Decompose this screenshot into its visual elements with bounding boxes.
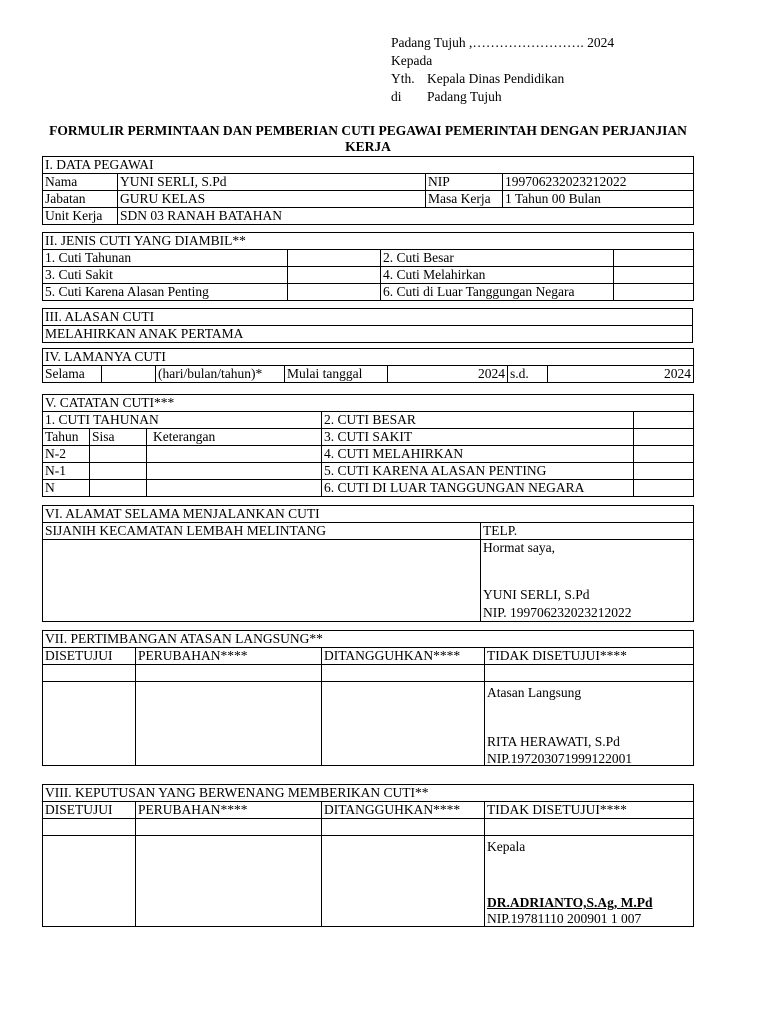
col-tidak-disetujui: TIDAK DISETUJUI**** bbox=[485, 802, 694, 819]
cuti-option: 2. Cuti Besar bbox=[381, 250, 614, 267]
col-keterangan: Keterangan bbox=[147, 429, 322, 446]
col-perubahan: PERUBAHAN**** bbox=[136, 648, 322, 665]
nip-label: NIP bbox=[426, 174, 503, 191]
cuti-option: 5. Cuti Karena Alasan Penting bbox=[43, 284, 288, 301]
alamat-value: SIJANIH KECAMATAN LEMBAH MELINTANG bbox=[43, 523, 481, 540]
section-pertimbangan-atasan bbox=[42, 630, 694, 766]
keterangan-field[interactable] bbox=[147, 463, 322, 480]
decision-field[interactable] bbox=[43, 665, 136, 682]
tahun-row: N-1 bbox=[43, 463, 90, 480]
duration-unit: (hari/bulan/tahun)* bbox=[156, 366, 285, 383]
cuti-option: 1. Cuti Tahunan bbox=[43, 250, 288, 267]
sisa-field[interactable] bbox=[90, 463, 147, 480]
unit-kerja-value: SDN 03 RANAH BATAHAN bbox=[118, 208, 694, 225]
catatan-item: 2. CUTI BESAR bbox=[322, 412, 634, 429]
alamat-extra-field[interactable] bbox=[43, 540, 481, 622]
cuti-checkbox[interactable] bbox=[288, 284, 381, 301]
signer-role: Kepala bbox=[487, 839, 526, 854]
alasan-value: MELAHIRKAN ANAK PERTAMA bbox=[43, 326, 693, 343]
unit-kerja-label: Unit Kerja bbox=[43, 208, 118, 225]
keterangan-field[interactable] bbox=[147, 446, 322, 463]
end-date-field[interactable]: 2024 bbox=[548, 366, 694, 383]
section-catatan-cuti bbox=[42, 394, 694, 497]
cuti-option: 4. Cuti Melahirkan bbox=[381, 267, 614, 284]
kepada-label: Kepada bbox=[391, 53, 433, 68]
cuti-option: 3. Cuti Sakit bbox=[43, 267, 288, 284]
col-tidak-disetujui: TIDAK DISETUJUI**** bbox=[485, 648, 694, 665]
location-line: di Padang Tujuh bbox=[391, 89, 502, 104]
section-alasan-cuti bbox=[42, 308, 693, 343]
note-field[interactable] bbox=[136, 836, 322, 927]
decision-field[interactable] bbox=[43, 819, 136, 836]
tahun-row: N-2 bbox=[43, 446, 90, 463]
note-field[interactable] bbox=[43, 682, 136, 766]
section-heading: V. CATATAN CUTI*** bbox=[43, 395, 694, 412]
start-date-field[interactable]: 2024 bbox=[388, 366, 508, 383]
cuti-checkbox[interactable] bbox=[614, 267, 694, 284]
cuti-checkbox[interactable] bbox=[288, 267, 381, 284]
signer-name: DR.ADRIANTO,S.Ag, M.Pd bbox=[487, 895, 653, 910]
cuti-tahunan-heading: 1. CUTI TAHUNAN bbox=[43, 412, 322, 429]
telp-label: TELP. bbox=[481, 523, 694, 540]
signer-name: YUNI SERLI, S.Pd bbox=[483, 587, 590, 602]
section-heading: VI. ALAMAT SELAMA MENJALANKAN CUTI bbox=[43, 506, 694, 523]
addressee-line: Yth. Kepala Dinas Pendidikan bbox=[391, 71, 565, 86]
cuti-checkbox[interactable] bbox=[288, 250, 381, 267]
catatan-field[interactable] bbox=[634, 463, 694, 480]
section-heading: VII. PERTIMBANGAN ATASAN LANGSUNG** bbox=[43, 631, 694, 648]
decision-field[interactable] bbox=[136, 819, 322, 836]
nip-value: 199706232023212022 bbox=[503, 174, 694, 191]
signature-block bbox=[485, 836, 694, 927]
cuti-checkbox[interactable] bbox=[614, 250, 694, 267]
form-title: FORMULIR PERMINTAAN DAN PEMBERIAN CUTI PEGAWAI PEMERINTAH DENGAN PERJANJIAN KERJA bbox=[49, 123, 687, 154]
decision-field[interactable] bbox=[485, 819, 694, 836]
col-disetujui: DISETUJUI bbox=[43, 648, 136, 665]
decision-field[interactable] bbox=[322, 665, 485, 682]
col-disetujui: DISETUJUI bbox=[43, 802, 136, 819]
masa-kerja-label: Masa Kerja bbox=[426, 191, 503, 208]
section-heading: IV. LAMANYA CUTI bbox=[43, 349, 694, 366]
mulai-label: Mulai tanggal bbox=[285, 366, 388, 383]
cuti-checkbox[interactable] bbox=[614, 284, 694, 301]
decision-field[interactable] bbox=[322, 819, 485, 836]
note-field[interactable] bbox=[136, 682, 322, 766]
catatan-item: 4. CUTI MELAHIRKAN bbox=[322, 446, 634, 463]
hormat-saya: Hormat saya, bbox=[483, 540, 555, 555]
jabatan-label: Jabatan bbox=[43, 191, 118, 208]
note-field[interactable] bbox=[43, 836, 136, 927]
catatan-field[interactable] bbox=[634, 446, 694, 463]
section-heading: VIII. KEPUTUSAN YANG BERWENANG MEMBERIKAN CUTI** bbox=[43, 785, 694, 802]
signature-block bbox=[485, 682, 694, 766]
note-field[interactable] bbox=[322, 836, 485, 927]
section-jenis-cuti bbox=[42, 232, 694, 301]
catatan-field[interactable] bbox=[634, 412, 694, 429]
decision-field[interactable] bbox=[136, 665, 322, 682]
col-tahun: Tahun bbox=[43, 429, 90, 446]
signature-block bbox=[481, 540, 694, 622]
sisa-field[interactable] bbox=[90, 446, 147, 463]
section-lamanya-cuti bbox=[42, 348, 694, 383]
decision-field[interactable] bbox=[485, 665, 694, 682]
nama-value: YUNI SERLI, S.Pd bbox=[118, 174, 426, 191]
note-field[interactable] bbox=[322, 682, 485, 766]
duration-field[interactable] bbox=[102, 366, 156, 383]
letter-header bbox=[391, 34, 614, 106]
signer-role: Atasan Langsung bbox=[487, 685, 582, 700]
signer-nip: NIP.197203071999122001 bbox=[487, 751, 633, 766]
cuti-option: 6. Cuti di Luar Tanggungan Negara bbox=[381, 284, 614, 301]
catatan-field[interactable] bbox=[634, 480, 694, 497]
place-date: Padang Tujuh ,……………………. 2024 bbox=[391, 35, 615, 50]
nama-label: Nama bbox=[43, 174, 118, 191]
section-data-pegawai bbox=[42, 156, 694, 225]
col-ditangguhkan: DITANGGUHKAN**** bbox=[322, 648, 485, 665]
signer-name: RITA HERAWATI, S.Pd bbox=[487, 734, 620, 749]
section-keputusan-berwenang bbox=[42, 784, 694, 927]
tahun-row: N bbox=[43, 480, 90, 497]
selama-label: Selama bbox=[43, 366, 102, 383]
col-perubahan: PERUBAHAN**** bbox=[136, 802, 322, 819]
section-heading: II. JENIS CUTI YANG DIAMBIL** bbox=[43, 233, 694, 250]
catatan-item: 3. CUTI SAKIT bbox=[322, 429, 634, 446]
sd-label: s.d. bbox=[508, 366, 548, 383]
section-heading: I. DATA PEGAWAI bbox=[43, 157, 694, 174]
catatan-item: 6. CUTI DI LUAR TANGGUNGAN NEGARA bbox=[322, 480, 634, 497]
signer-nip: NIP. 199706232023212022 bbox=[483, 605, 632, 620]
jabatan-value: GURU KELAS bbox=[118, 191, 426, 208]
section-heading: III. ALASAN CUTI bbox=[43, 309, 693, 326]
col-ditangguhkan: DITANGGUHKAN**** bbox=[322, 802, 485, 819]
catatan-item: 5. CUTI KARENA ALASAN PENTING bbox=[322, 463, 634, 480]
keterangan-field[interactable] bbox=[147, 480, 322, 497]
masa-kerja-value: 1 Tahun 00 Bulan bbox=[503, 191, 694, 208]
section-alamat-cuti bbox=[42, 505, 694, 622]
sisa-field[interactable] bbox=[90, 480, 147, 497]
signer-nip: NIP.19781110 200901 1 007 bbox=[487, 911, 642, 926]
col-sisa: Sisa bbox=[90, 429, 147, 446]
catatan-field[interactable] bbox=[634, 429, 694, 446]
